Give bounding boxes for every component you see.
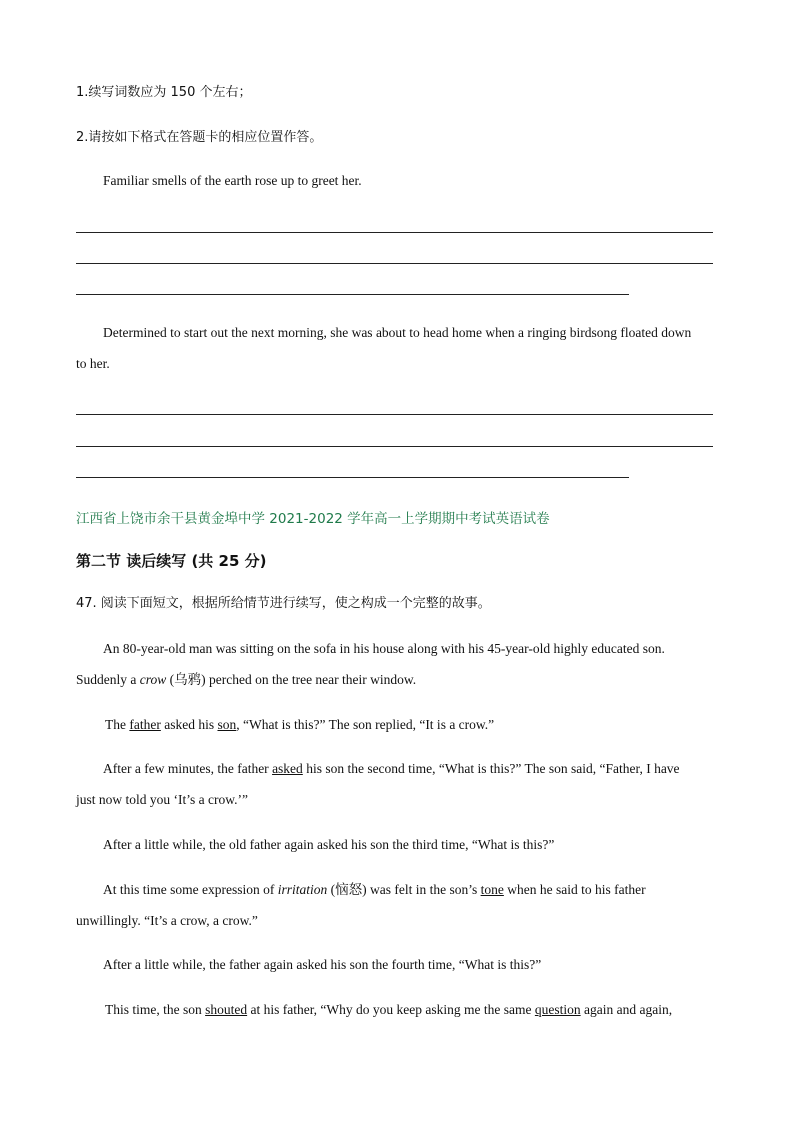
passage-paragraph-cont: unwillingly. “It’s a crow, a crow.” <box>76 913 258 928</box>
passage-paragraph: An 80-year-old man was sitting on the sofa in his house along with his 45-year-old highly educated son. <box>103 641 665 656</box>
passage-paragraph: At this time some expression of irritation (恼怒) was felt in the son’s tone when he said to his father <box>103 882 646 897</box>
exam-source-title: 江西省上饶市余干县黄金埠中学 2021-2022 学年高一上学期期中考试英语试卷 <box>76 511 550 527</box>
continuation-prompt-2: Determined to start out the next morning, she was about to head home when a ringing birdsong floated down <box>103 325 692 340</box>
instruction-item-2: 2.请按如下格式在答题卡的相应位置作答。 <box>76 130 323 145</box>
answer-line <box>76 446 713 447</box>
answer-line <box>76 294 629 295</box>
continuation-prompt-1: Familiar smells of the earth rose up to greet her. <box>103 173 362 188</box>
answer-line <box>76 232 713 233</box>
passage-paragraph-cont: just now told you ‘It’s a crow.’” <box>76 792 248 807</box>
question-instruction: 47. 阅读下面短文，根据所给情节进行续写，使之构成一个完整的故事。 <box>76 596 491 611</box>
instruction-item-1: 1.续写词数应为 150 个左右； <box>76 85 252 100</box>
passage-paragraph-cont: Suddenly a crow (乌鸦) perched on the tree near their window. <box>76 672 417 687</box>
passage-paragraph: After a little while, the father again asked his son the fourth time, “What is this?” <box>103 957 542 972</box>
section-heading: 第二节 读后续写 (共 25 分) <box>76 552 267 570</box>
passage-paragraph: The father asked his son, “What is this?” The son replied, “It is a crow.” <box>105 717 495 732</box>
continuation-prompt-2-cont: to her. <box>76 356 110 371</box>
passage-paragraph: After a few minutes, the father asked his son the second time, “What is this?” The son said, “Father, I have <box>103 761 680 776</box>
answer-line <box>76 263 713 264</box>
passage-paragraph: After a little while, the old father again asked his son the third time, “What is this?” <box>103 837 555 852</box>
passage-paragraph: This time, the son shouted at his father, “Why do you keep asking me the same question again and again, <box>105 1002 673 1017</box>
answer-line <box>76 414 713 415</box>
answer-line <box>76 477 629 478</box>
